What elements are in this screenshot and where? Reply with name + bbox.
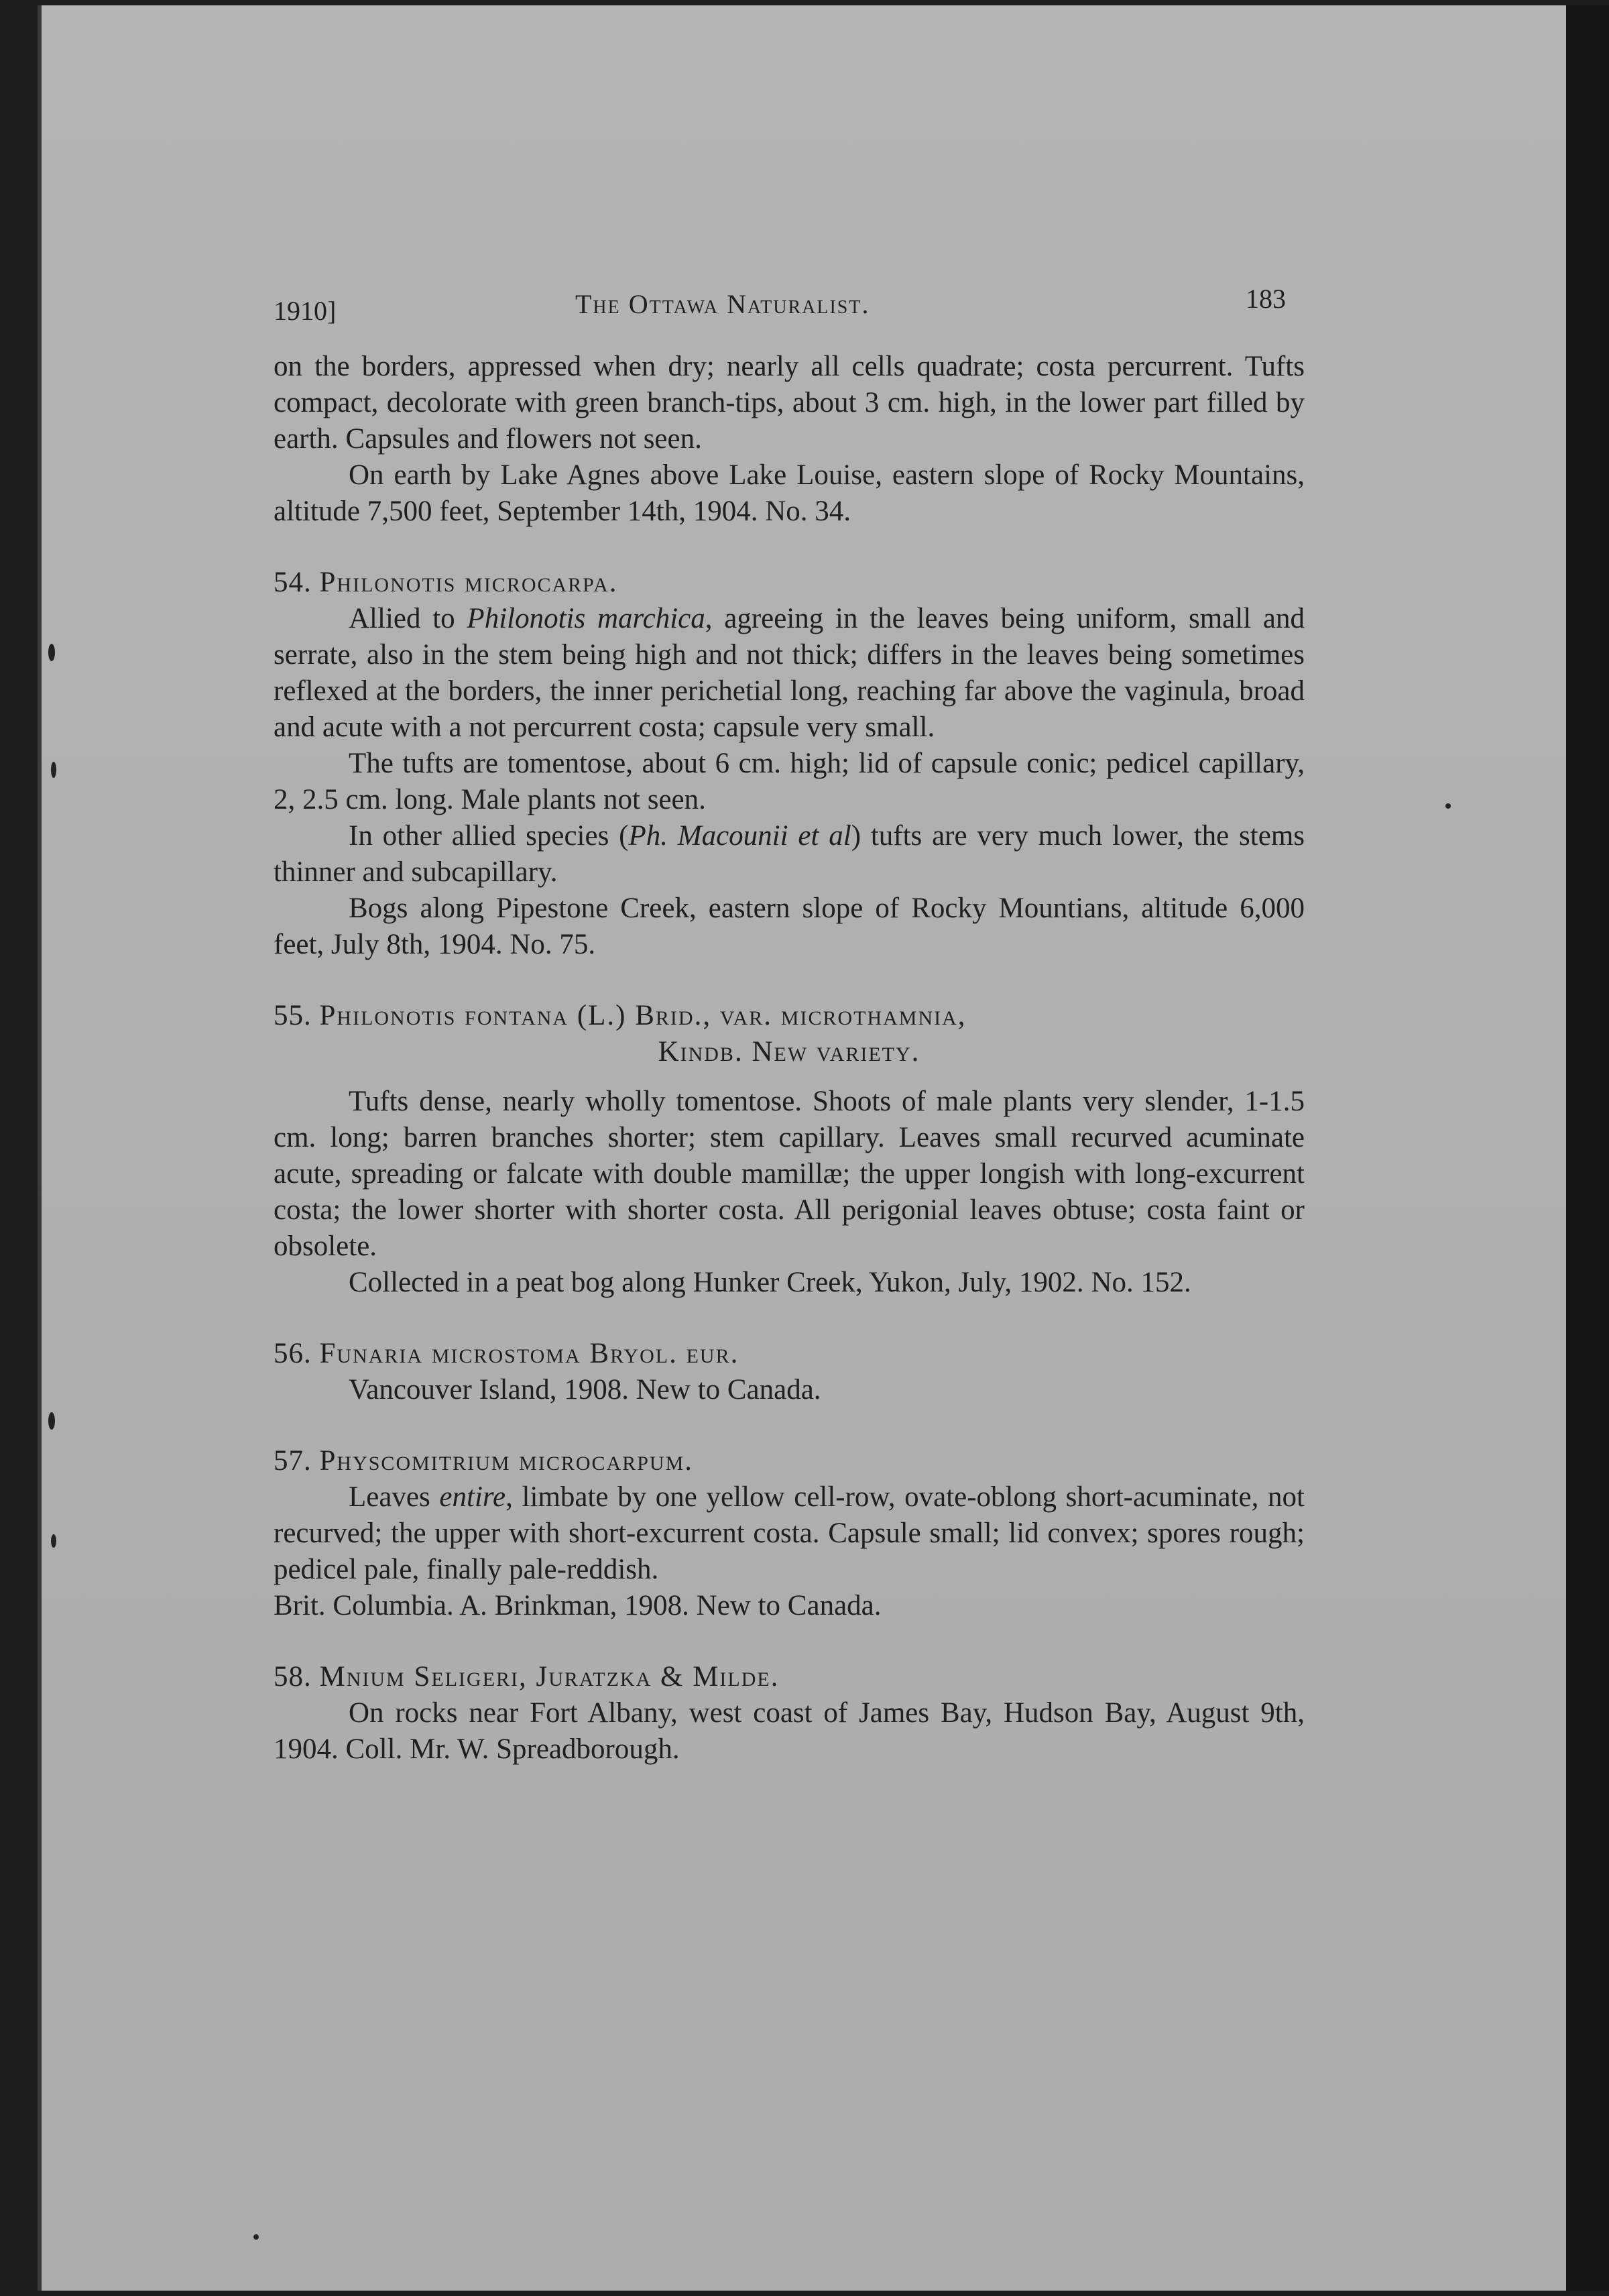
paragraph: Vancouver Island, 1908. New to Canada. <box>349 1374 821 1405</box>
text-run: , limbate by one yellow cell-row, ovate-oblong short-acuminate, not recurved; the upper with short-excurrent costa. Capsule small; lid convex; spores rough; pedicel pale, finally pale-reddish. <box>274 1481 1305 1585</box>
species-heading-58 <box>274 1659 1305 1695</box>
paragraph: The tufts are tomentose, about 6 cm. high; lid of capsule conic; pedicel capillary, 2, 2.5 cm. long. Male plants not seen. <box>274 748 1305 815</box>
species-number: 56. <box>274 1338 312 1369</box>
running-header <box>274 283 1286 330</box>
text-run: In other allied species ( <box>349 820 629 852</box>
paragraph: Collected in a peat bog along Hunker Creek, Yukon, July, 1902. No. 152. <box>349 1267 1191 1298</box>
paragraph: Brit. Columbia. A. Brinkman, 1908. New to Canada. <box>274 1590 882 1621</box>
paragraph: On rocks near Fort Albany, west coast of James Bay, Hudson Bay, August 9th, 1904. Coll. Mr. W. Spreadborough. <box>274 1697 1305 1765</box>
species-name: Philonotis fontana (L.) Brid., var. microthamnia, <box>319 1000 967 1031</box>
species-heading-56 <box>274 1336 1305 1372</box>
species-number: 55. <box>274 1000 312 1031</box>
italic-text-run: Philonotis marchica <box>467 603 705 634</box>
species-name-continued: Kindb. New variety. <box>658 1036 920 1068</box>
margin-speck <box>253 2234 259 2240</box>
species-name: Mnium Seligeri, Juratzka & Milde. <box>319 1661 780 1692</box>
text-run: Allied to <box>349 603 467 634</box>
header-page-number: 183 <box>1246 284 1286 314</box>
margin-speck <box>48 644 55 661</box>
species-name: Philonotis microcarpa. <box>319 567 618 598</box>
margin-speck <box>51 1534 56 1548</box>
species-name: Funaria microstoma Bryol. eur. <box>319 1338 739 1369</box>
paragraph: on the borders, appressed when dry; nearly all cells quadrate; costa percurrent. Tufts compact, decolorate with green branch-tips, about 3 cm. high, in the lower part filled by earth. Capsules and flowers not seen. <box>274 351 1305 455</box>
species-name: Physcomitrium microcarpum. <box>319 1445 693 1477</box>
text-run: , agreeing in the leaves being uniform, small and serrate, also in the stem being high and not thick; differs in the leaves being sometimes reflexed at the borders, the inner perichetial long, reaching far above the vaginula, broad and acute with a not percurrent costa; capsule very small. <box>274 603 1305 743</box>
paragraph: On earth by Lake Agnes above Lake Louise, eastern slope of Rocky Mountains, altitude 7,500 feet, September 14th, 1904. No. 34. <box>274 459 1305 527</box>
page-body <box>274 349 1305 1768</box>
paragraph <box>274 601 1305 746</box>
margin-speck <box>1445 803 1451 809</box>
species-heading-57 <box>274 1443 1305 1479</box>
header-year: 1910] <box>274 296 337 326</box>
paragraph <box>274 1479 1305 1588</box>
text-run: Leaves <box>349 1481 440 1513</box>
species-number: 54. <box>274 567 312 598</box>
paragraph: Bogs along Pipestone Creek, eastern slope of Rocky Mountians, altitude 6,000 feet, July 8th, 1904. No. 75. <box>274 893 1305 960</box>
margin-speck <box>51 762 56 778</box>
paragraph: Tufts dense, nearly wholly tomentose. Shoots of male plants very slender, 1-1.5 cm. long; barren branches shorter; stem capillary. Leaves small recurved acuminate acute, spreading or falcate with double mamillæ; the upper longish with long-excurrent costa; the lower shorter with shorter costa. All perigonial leaves obtuse; costa faint or obsolete. <box>274 1086 1305 1262</box>
header-journal-title: The Ottawa Naturalist. <box>575 289 870 319</box>
italic-text-run: Ph. Macounii et al <box>628 820 851 852</box>
italic-text-run: entire <box>439 1481 506 1513</box>
species-number: 57. <box>274 1445 312 1477</box>
paragraph <box>274 818 1305 891</box>
scan-right-margin <box>1566 5 1609 2291</box>
page-gutter-edge <box>38 5 42 2291</box>
species-number: 58. <box>274 1661 312 1692</box>
species-heading-54 <box>274 565 1305 601</box>
species-heading-55 <box>274 998 1305 1034</box>
margin-speck <box>48 1412 55 1430</box>
text-run: ) tufts are very much lower, the stems thinner and subcapillary. <box>274 820 1305 888</box>
